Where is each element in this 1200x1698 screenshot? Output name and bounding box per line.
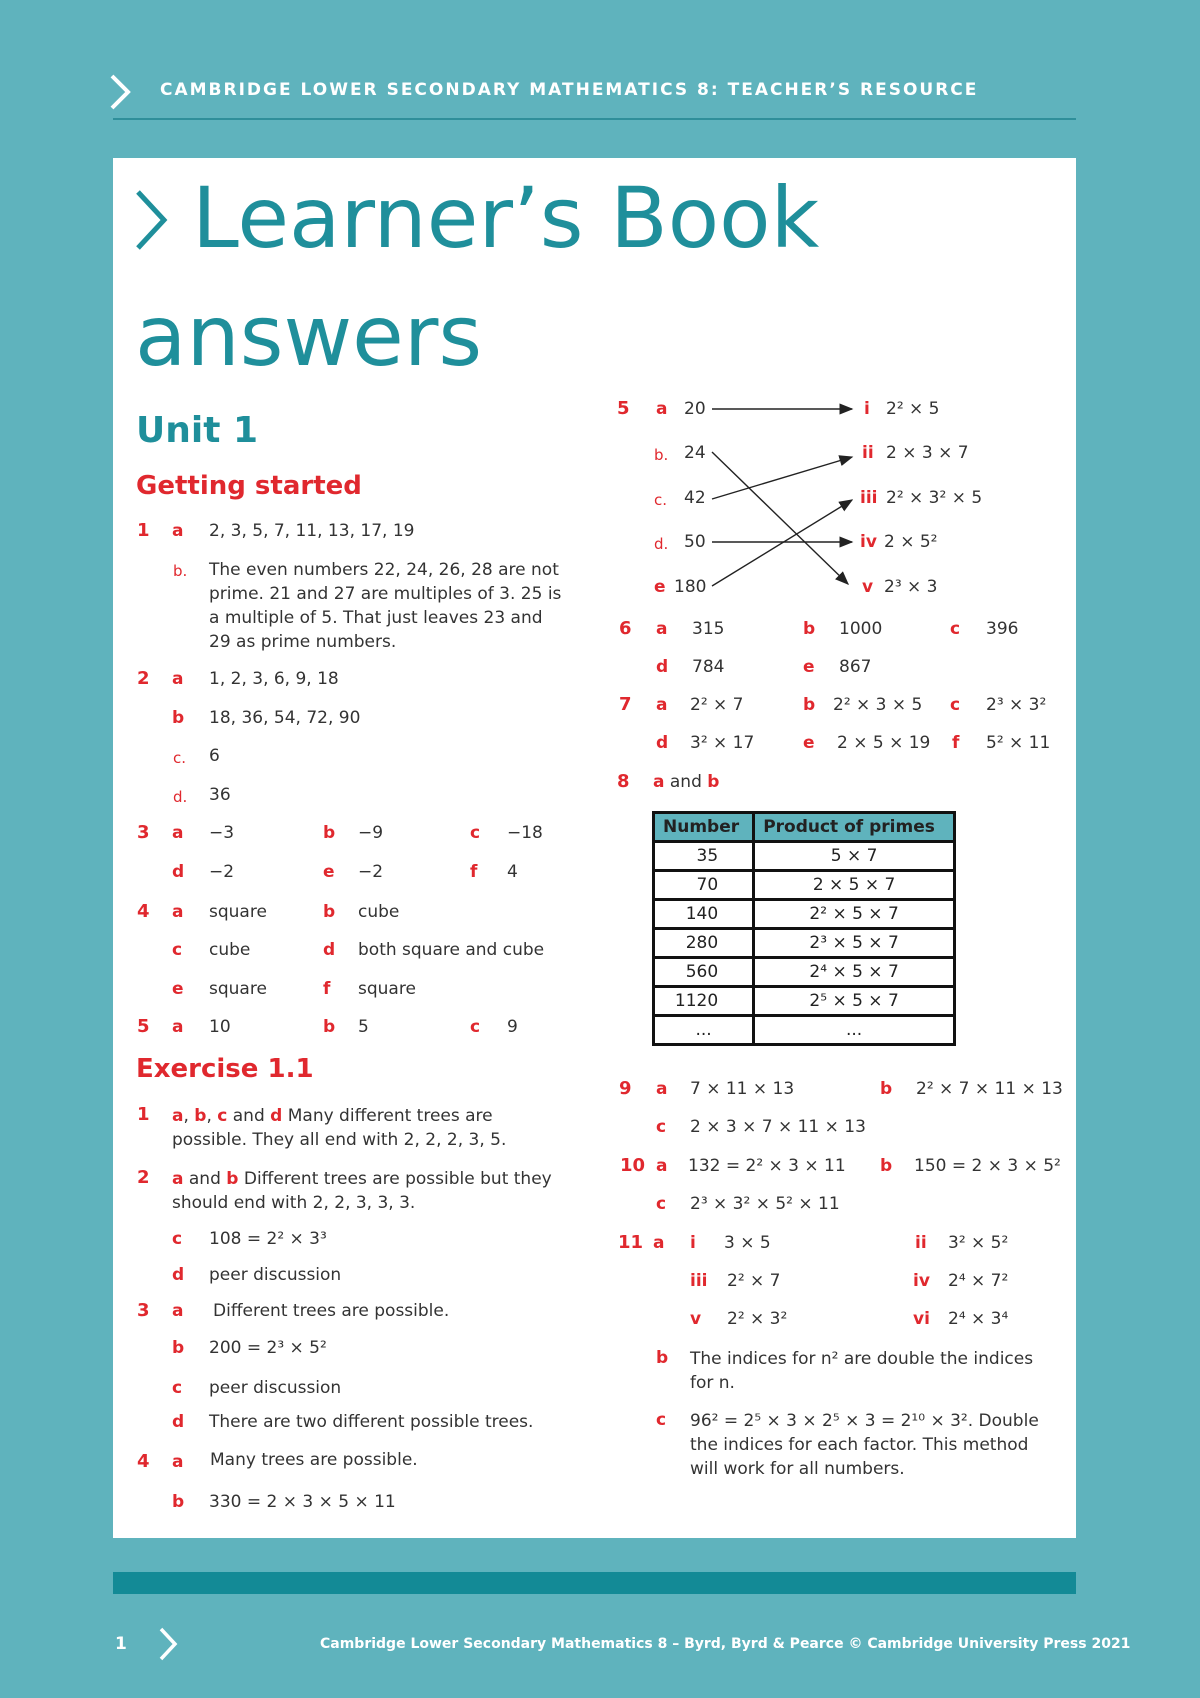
part-label: d xyxy=(323,940,336,960)
answer-text: 2³ × 3² xyxy=(986,695,1047,715)
answer-text: The indices for n² are double the indices for n. xyxy=(690,1349,1034,1393)
part-label: a xyxy=(172,823,184,843)
part-label: a xyxy=(172,1301,184,1321)
answer-text: 36 xyxy=(209,785,231,805)
answer-text: 18, 36, 54, 72, 90 xyxy=(209,708,361,728)
answer-text: 6 xyxy=(209,746,220,766)
part-label: e xyxy=(803,657,815,677)
answer-text: 330 = 2 × 3 × 5 × 11 xyxy=(209,1492,396,1512)
part-label: c xyxy=(950,619,961,639)
part-label: c xyxy=(656,1117,667,1137)
table-cell: ... xyxy=(654,1016,754,1045)
part-label: b xyxy=(172,1492,185,1512)
q-number: 1 xyxy=(137,520,150,541)
part-label: i xyxy=(690,1233,696,1253)
part-label: c xyxy=(470,1017,481,1037)
answer-text: peer discussion xyxy=(209,1265,342,1285)
answer-text: 2² × 3² xyxy=(727,1309,788,1329)
table-cell: 2⁴ × 5 × 7 xyxy=(754,958,955,987)
match-left-label: c. xyxy=(654,491,668,509)
part-label: iv xyxy=(913,1271,930,1291)
answer-text: 315 xyxy=(692,619,725,639)
answer-text: 396 xyxy=(986,619,1019,639)
answer-line: a and b Different trees are possible but they should end with 2, 2, 3, 3, 3. xyxy=(172,1169,552,1213)
part-label: e xyxy=(172,979,184,999)
match-left-label: e xyxy=(654,577,666,597)
q-number: 3 xyxy=(137,822,150,843)
product-of-primes-table xyxy=(652,811,956,1046)
table-row xyxy=(654,1016,955,1045)
answer-text: Different trees are possible. xyxy=(213,1301,450,1321)
answer-text: The even numbers 22, 24, 26, 28 are not prime. 21 and 27 are multiples of 3. 25 is a multiple of 5. That just leaves 23 and 29 as prime numbers. xyxy=(209,560,562,652)
answer-text: 9 xyxy=(507,1017,518,1037)
answer-text: square xyxy=(358,979,416,999)
answer-text: cube xyxy=(209,940,251,960)
page-title-line1: Learner’s Book xyxy=(192,169,820,267)
header-title: CAMBRIDGE LOWER SECONDARY MATHEMATICS 8: TEACHER’S RESOURCE xyxy=(160,80,979,100)
page-title-line2: answers xyxy=(135,287,483,385)
answer-text: There are two different possible trees. xyxy=(209,1412,534,1432)
q-number: 4 xyxy=(137,1451,150,1472)
part-label: f xyxy=(952,733,960,753)
part-label: b xyxy=(323,1017,336,1037)
q-number: 5 xyxy=(617,398,630,419)
table-cell: 2 × 5 × 7 xyxy=(754,871,955,900)
answer-text: 2⁴ × 7² xyxy=(948,1271,1009,1291)
q-number: 11 xyxy=(618,1232,644,1253)
part-label: a xyxy=(656,1156,668,1176)
part-label: e xyxy=(803,733,815,753)
match-left-label: a xyxy=(656,399,668,419)
match-right-label: iii xyxy=(860,488,878,508)
part-label: d xyxy=(172,1412,185,1432)
arrow-c-ii xyxy=(712,457,852,499)
part-label: a xyxy=(653,1233,665,1253)
answer-text: −9 xyxy=(358,823,384,843)
match-left-label: b. xyxy=(654,446,669,464)
column-header: Number xyxy=(654,813,754,842)
table-cell: 5 × 7 xyxy=(754,842,955,871)
part-label: d. xyxy=(173,788,188,806)
match-right-value: 2² × 5 xyxy=(886,399,940,419)
part-label: c xyxy=(172,940,183,960)
part-label: a xyxy=(656,619,668,639)
answer-text: 3 × 5 xyxy=(724,1233,771,1253)
answer-text: 5² × 11 xyxy=(986,733,1051,753)
part-label: c xyxy=(656,1194,667,1214)
answer-text: 2⁴ × 3⁴ xyxy=(948,1309,1009,1329)
answer-text: square xyxy=(209,979,267,999)
part-label: c xyxy=(656,1410,667,1430)
part-label: a xyxy=(172,1452,184,1472)
answer-text: 1, 2, 3, 6, 9, 18 xyxy=(209,669,339,689)
answer-text: 96² = 2⁵ × 3 × 2⁵ × 3 = 2¹⁰ × 3². Double the indices for each factor. This method will work for all numbers. xyxy=(690,1411,1039,1479)
answer-text: −2 xyxy=(358,862,384,882)
table-cell: 2² × 5 × 7 xyxy=(754,900,955,929)
q-number: 10 xyxy=(620,1155,646,1176)
part-label: b xyxy=(323,823,336,843)
answer-text: square xyxy=(209,902,267,922)
part-label: b xyxy=(172,708,185,728)
part-label: v xyxy=(690,1309,702,1329)
part-label: d xyxy=(656,657,669,677)
part-label: b xyxy=(803,619,816,639)
arrow-b-v xyxy=(712,452,848,584)
answer-text: 10 xyxy=(209,1017,231,1037)
match-left-value: 20 xyxy=(684,399,706,419)
answer-text: Many different trees are possible. They all end with 2, 2, 2, 3, 5. xyxy=(172,1106,507,1150)
part-label: c. xyxy=(173,749,187,767)
page-number: 1 xyxy=(115,1634,127,1654)
match-left-value: 50 xyxy=(684,532,706,552)
q8-and: and xyxy=(669,772,702,792)
match-right-label: v xyxy=(862,577,874,597)
part-label: c xyxy=(172,1229,183,1249)
table-row xyxy=(654,842,955,871)
table-row xyxy=(654,958,955,987)
table-cell: 35 xyxy=(654,842,754,871)
answer-text: 4 xyxy=(507,862,518,882)
part-label: a xyxy=(172,1017,184,1037)
answer-text: 200 = 2³ × 5² xyxy=(209,1338,327,1358)
part-label: f xyxy=(323,979,331,999)
part-label: b xyxy=(880,1079,893,1099)
part-label: ii xyxy=(915,1233,927,1253)
part-label: c xyxy=(950,695,961,715)
table-cell: 560 xyxy=(654,958,754,987)
part-label: c xyxy=(470,823,481,843)
table-cell: 280 xyxy=(654,929,754,958)
answer-line: a, b, c and d Many different trees are possible. They all end with 2, 2, 2, 3, 5. xyxy=(172,1106,507,1150)
answer-text: 2 × 5 × 19 xyxy=(837,733,931,753)
match-right-value: 2 × 3 × 7 xyxy=(886,443,969,463)
part-label: a xyxy=(172,669,184,689)
q-number: 3 xyxy=(137,1300,150,1321)
q-number: 1 xyxy=(137,1104,150,1125)
answer-text: 7 × 11 × 13 xyxy=(690,1079,795,1099)
table-cell: 1120 xyxy=(654,987,754,1016)
answer-text: 2³ × 3² × 5² × 11 xyxy=(690,1194,840,1214)
answer-line: a and b xyxy=(653,772,720,792)
part-label: a xyxy=(172,902,184,922)
column-header: Product of primes xyxy=(754,813,955,842)
table-cell: ... xyxy=(754,1016,955,1045)
table-header-row xyxy=(654,813,955,842)
answer-text: Different trees are possible but they should end with 2, 2, 3, 3, 3. xyxy=(172,1169,552,1213)
answer-text: cube xyxy=(358,902,400,922)
answer-text: Many trees are possible. xyxy=(210,1450,418,1470)
part-label: b xyxy=(323,902,336,922)
footer-bar xyxy=(113,1572,1076,1594)
part-label: c xyxy=(172,1378,183,1398)
table-row xyxy=(654,900,955,929)
q-number: 9 xyxy=(619,1078,632,1099)
answer-text: −3 xyxy=(209,823,235,843)
table-cell: 70 xyxy=(654,871,754,900)
q-number: 2 xyxy=(137,1167,150,1188)
match-left-value: 42 xyxy=(684,488,706,508)
table-row xyxy=(654,987,955,1016)
part-label: b xyxy=(880,1156,893,1176)
answer-text: 2² × 7 × 11 × 13 xyxy=(916,1079,1063,1099)
answer-text: 1000 xyxy=(839,619,883,639)
answer-text: peer discussion xyxy=(209,1378,342,1398)
unit-heading: Unit 1 xyxy=(136,410,258,451)
part-label: d xyxy=(172,1265,185,1285)
table-cell: 2³ × 5 × 7 xyxy=(754,929,955,958)
part-label: b xyxy=(172,1338,185,1358)
match-right-value: 2² × 3² × 5 xyxy=(886,488,983,508)
arrow-e-iii xyxy=(712,500,852,586)
part-label: b. xyxy=(173,562,188,580)
q-number: 4 xyxy=(137,901,150,922)
match-left-value: 180 xyxy=(674,577,707,597)
table-row xyxy=(654,871,955,900)
answer-text: 150 = 2 × 3 × 5² xyxy=(914,1156,1061,1176)
part-label: iii xyxy=(690,1271,708,1291)
part-label: d xyxy=(656,733,669,753)
q-number: 8 xyxy=(617,771,630,792)
part-label: f xyxy=(470,862,478,882)
answer-text: −18 xyxy=(507,823,543,843)
table-cell: 140 xyxy=(654,900,754,929)
match-right-label: i xyxy=(864,399,870,419)
q-number: 2 xyxy=(137,668,150,689)
answer-text: 2 × 3 × 7 × 11 × 13 xyxy=(690,1117,866,1137)
answer-text: both square and cube xyxy=(358,940,545,960)
part-label: a xyxy=(656,695,668,715)
table-cell: 2⁵ × 5 × 7 xyxy=(754,987,955,1016)
answer-text: 132 = 2² × 3 × 11 xyxy=(688,1156,846,1176)
match-right-value: 2³ × 3 xyxy=(884,577,938,597)
match-right-label: ii xyxy=(862,443,874,463)
answer-text: 3² × 5² xyxy=(948,1233,1009,1253)
chevron-right-icon xyxy=(158,1626,178,1662)
exercise-heading: Exercise 1.1 xyxy=(136,1054,314,1084)
answer-text: 108 = 2² × 3³ xyxy=(209,1229,327,1249)
match-right-label: iv xyxy=(860,532,877,552)
table-row xyxy=(654,929,955,958)
answer-text: 867 xyxy=(839,657,872,677)
match-left-label: d. xyxy=(654,535,669,553)
q-number: 5 xyxy=(137,1016,150,1037)
answer-text: 2, 3, 5, 7, 11, 13, 17, 19 xyxy=(209,521,415,541)
answer-text: −2 xyxy=(209,862,235,882)
part-label: e xyxy=(323,862,335,882)
answer-text: 5 xyxy=(358,1017,369,1037)
part-label: a xyxy=(172,521,184,541)
part-label: b xyxy=(656,1348,669,1368)
answer-text: 784 xyxy=(692,657,725,677)
answer-text: 3² × 17 xyxy=(690,733,755,753)
match-right-value: 2 × 5² xyxy=(884,532,938,552)
part-label: b xyxy=(803,695,816,715)
part-label: d xyxy=(172,862,185,882)
footer-copyright: Cambridge Lower Secondary Mathematics 8 – Byrd, Byrd & Pearce © Cambridge University Press 2021 xyxy=(320,1636,1131,1652)
answer-text: 2² × 7 xyxy=(690,695,744,715)
part-label: a xyxy=(656,1079,668,1099)
answer-text: 2² × 3 × 5 xyxy=(833,695,923,715)
q-number: 7 xyxy=(619,694,632,715)
part-label: vi xyxy=(913,1309,930,1329)
getting-started-heading: Getting started xyxy=(136,471,362,501)
q-number: 6 xyxy=(619,618,632,639)
match-left-value: 24 xyxy=(684,443,706,463)
answer-text: 2² × 7 xyxy=(727,1271,781,1291)
